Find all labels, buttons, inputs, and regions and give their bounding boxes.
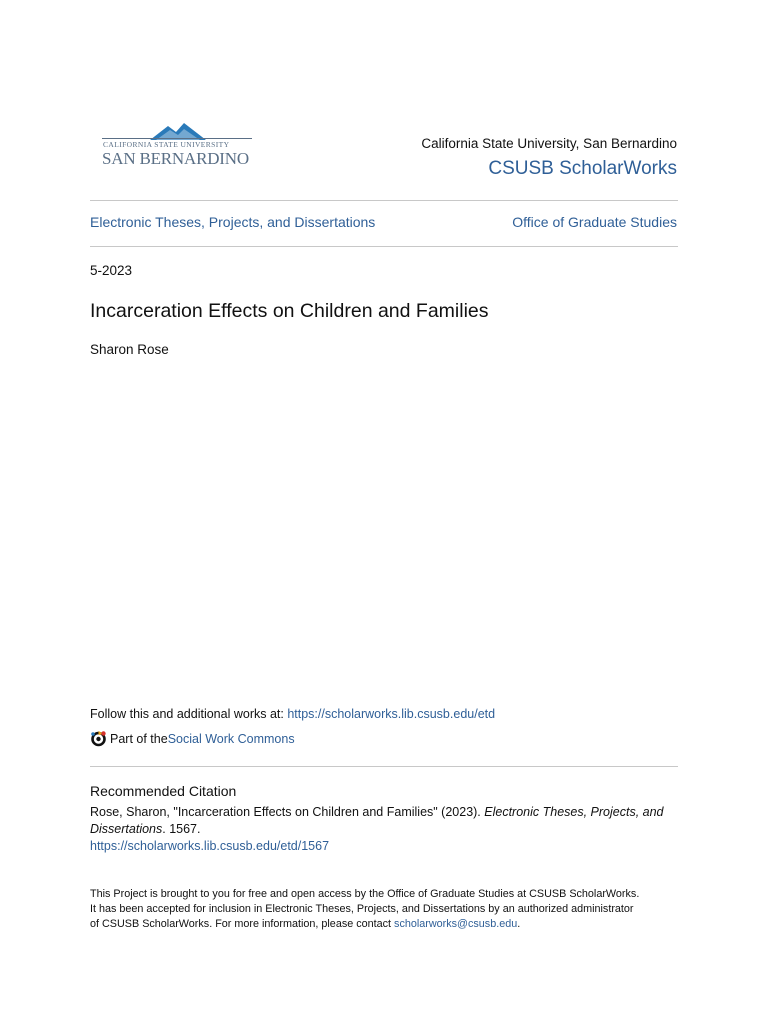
citation-block bbox=[90, 804, 680, 855]
citation-number: . 1567. bbox=[162, 822, 201, 836]
divider bbox=[90, 766, 678, 767]
follow-prefix: Follow this and additional works at: bbox=[90, 707, 288, 721]
footer-line3-suffix: . bbox=[517, 918, 521, 930]
collection-link[interactable]: Electronic Theses, Projects, and Dissertations bbox=[90, 214, 376, 230]
part-of-line bbox=[90, 730, 295, 747]
follow-line bbox=[90, 707, 495, 721]
access-statement bbox=[90, 887, 690, 932]
network-commons-icon bbox=[90, 730, 107, 747]
document-author: Sharon Rose bbox=[90, 342, 169, 357]
office-link[interactable]: Office of Graduate Studies bbox=[512, 214, 677, 230]
footer-line: This Project is brought to you for free and open access by the Office of Graduate Studies at CSUSB ScholarWorks. bbox=[90, 888, 640, 900]
citation-text: Rose, Sharon, "Incarceration Effects on Children and Families" (2023). bbox=[90, 805, 485, 819]
logo-top-text: CALIFORNIA STATE UNIVERSITY bbox=[103, 140, 230, 149]
social-work-commons-link[interactable]: Social Work Commons bbox=[167, 731, 295, 746]
footer-line3-prefix: of CSUSB ScholarWorks. For more information, please contact bbox=[90, 918, 395, 930]
follow-url-link[interactable]: https://scholarworks.lib.csusb.edu/etd bbox=[287, 707, 496, 721]
institution-name: California State University, San Bernardino bbox=[421, 136, 677, 151]
divider bbox=[90, 200, 678, 201]
citation-heading: Recommended Citation bbox=[90, 783, 237, 799]
divider bbox=[90, 246, 678, 247]
repository-link[interactable]: CSUSB ScholarWorks bbox=[488, 158, 677, 179]
footer-line bbox=[90, 917, 690, 932]
citation-url-link[interactable]: https://scholarworks.lib.csusb.edu/etd/1567 bbox=[90, 839, 330, 853]
publication-date: 5-2023 bbox=[90, 263, 133, 278]
part-of-prefix: Part of the bbox=[110, 731, 168, 746]
contact-email-link[interactable]: scholarworks@csusb.edu bbox=[394, 918, 518, 930]
university-logo bbox=[100, 120, 260, 172]
logo-rule bbox=[102, 138, 252, 139]
citation-series: Electronic Theses, Projects, and Dissertations bbox=[90, 805, 664, 836]
document-title: Incarceration Effects on Children and Families bbox=[90, 300, 489, 322]
logo-main-text: SAN BERNARDINO bbox=[102, 149, 249, 168]
footer-line: It has been accepted for inclusion in Electronic Theses, Projects, and Dissertations by an authorized administrator bbox=[90, 903, 634, 915]
